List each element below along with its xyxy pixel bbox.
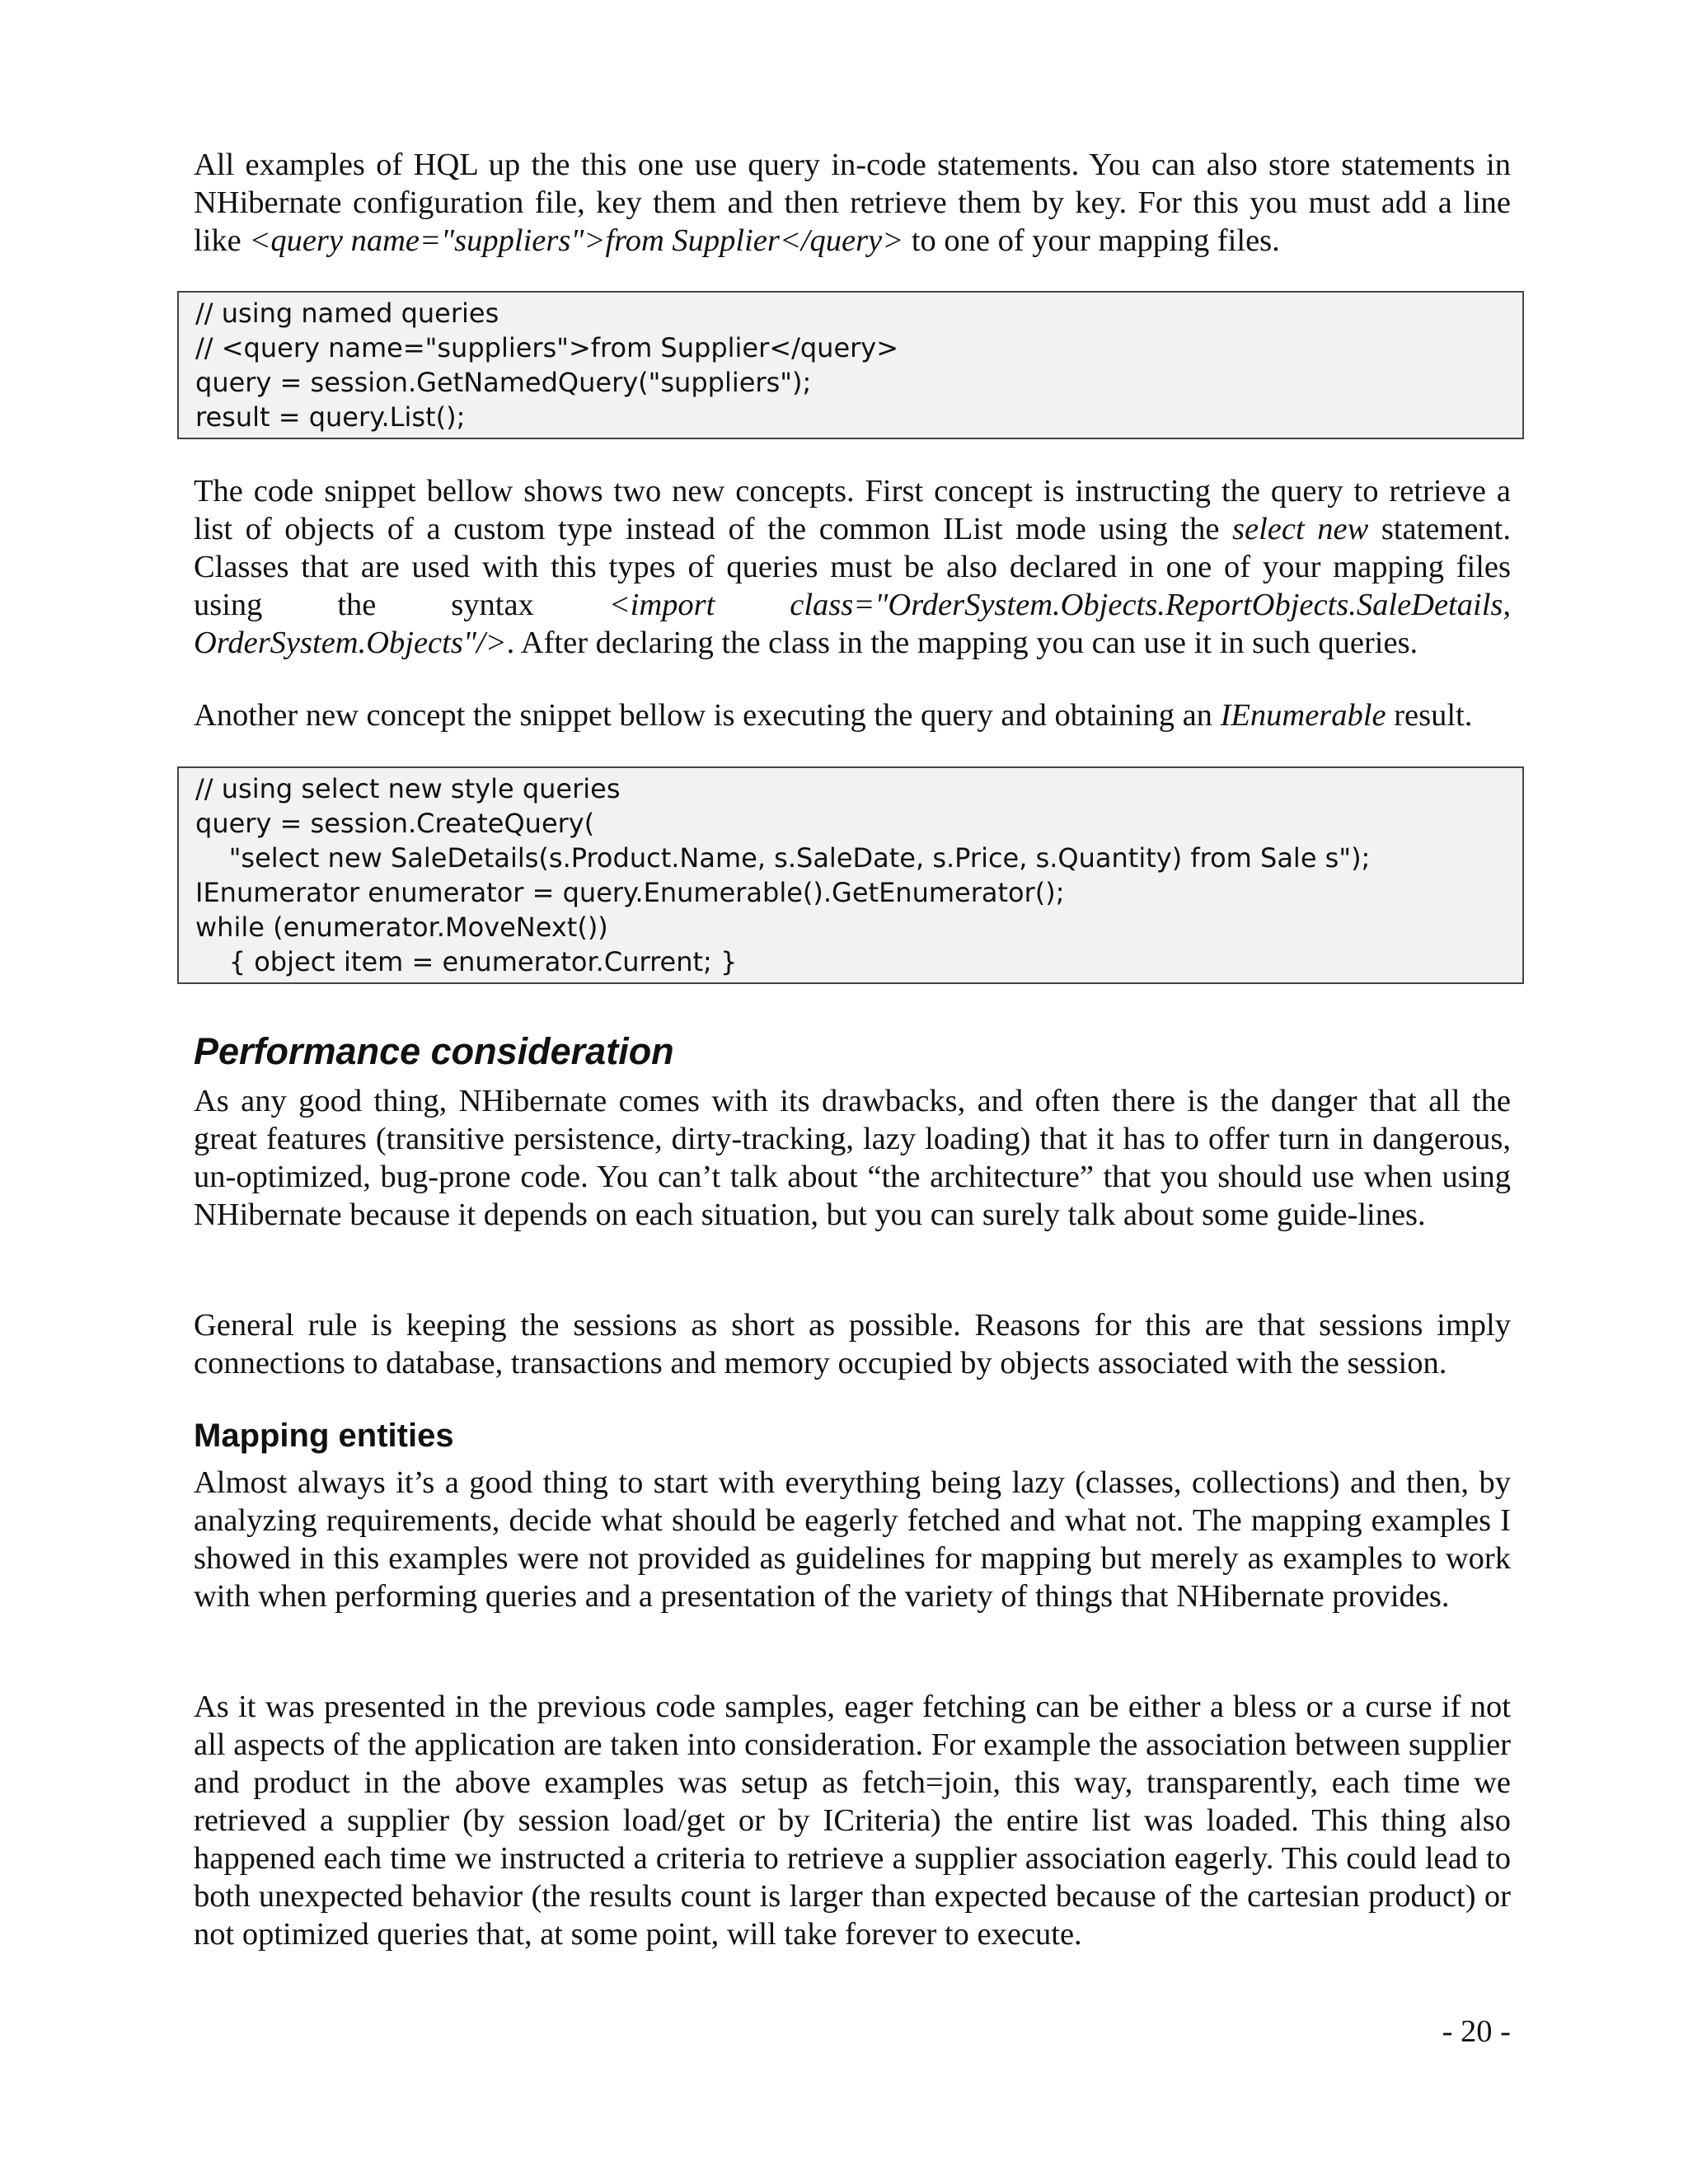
- code-line: query = session.CreateQuery(: [195, 808, 595, 839]
- text-run: to one of your mapping files.: [903, 223, 1280, 258]
- paragraph-named-queries-intro: [194, 146, 1511, 260]
- code-block-select-new: [177, 766, 1524, 984]
- page-number: - 20 -: [1442, 2014, 1511, 2049]
- text-run: Another new concept the snippet bellow is executing the query and obtaining an: [194, 698, 1221, 733]
- paragraph-ienumerable: [194, 696, 1511, 734]
- text-run: statement. Classes that are used with this types of queries must be also declared in one of your mapping files using the syntax: [194, 512, 1511, 622]
- text-run: . After declaring the class in the mapping you can use it in such queries.: [506, 626, 1418, 660]
- code-line: "select new SaleDetails(s.Product.Name, s.SaleDate, s.Price, s.Quantity) from Sale s");: [195, 842, 1371, 874]
- text-run: result.: [1386, 698, 1473, 733]
- paragraph-select-new: [194, 472, 1511, 662]
- code-line: IEnumerator enumerator = query.Enumerable().GetEnumerator();: [195, 877, 1065, 908]
- heading-performance-consideration: Performance consideration: [194, 1030, 674, 1072]
- code-line: // <query name="suppliers">from Supplier</query>: [195, 332, 899, 363]
- code-line: while (enumerator.MoveNext()): [195, 912, 608, 943]
- code-block-named-queries: [177, 291, 1524, 439]
- paragraph-general-rule: General rule is keeping the sessions as short as possible. Reasons for this are that sessions imply connections to database, transactions and memory occupied by objects associated with the session.: [194, 1308, 1511, 1380]
- code-line: // using named queries: [195, 298, 499, 329]
- inline-code-italic: <query name="suppliers">from Supplier</query>: [249, 223, 904, 258]
- code-line: { object item = enumerator.Current; }: [195, 946, 738, 977]
- paragraph-lazy-mapping: Almost always it’s a good thing to start with everything being lazy (classes, collections) and then, by analyzing requirements, decide what should be eagerly fetched and what not. The mapping examples I showed in this examples were not provided as guidelines for mapping but merely as examples to work with when performing queries and a presentation of the variety of things that NHibernate provides.: [194, 1465, 1511, 1614]
- paragraph-eager-fetching: As it was presented in the previous code samples, eager fetching can be either a bless or a curse if not all aspects of the application are taken into consideration. For example the association between supplier and product in the above examples was setup as fetch=join, this way, transparently, each time we retrieved a supplier (by session load/get or by ICriteria) the entire list was loaded. This thing also happened each time we instructed a criteria to retrieve a supplier association eagerly. This could lead to both unexpected behavior (the results count is larger than expected because of the cartesian product) or not optimized queries that, at some point, will take forever to execute.: [194, 1690, 1511, 1952]
- heading-mapping-entities: Mapping entities: [194, 1418, 454, 1454]
- paragraph-drawbacks: As any good thing, NHibernate comes with its drawbacks, and often there is the danger that all the great features (transitive persistence, dirty-tracking, lazy loading) that it has to offer turn in dangerous, un-optimized, bug-prone code. You can’t talk about “the architecture” that you should use when using NHibernate because it depends on each situation, but you can surely talk about some guide-lines.: [194, 1084, 1511, 1232]
- code-line: query = session.GetNamedQuery("suppliers");: [195, 367, 812, 398]
- text-run: All examples of HQL up the this one use query in-code statements. You can also store statements in NHibernate configuration file, key them and then retrieve them by key. For this you must add a line like: [194, 148, 1511, 258]
- code-line: result = query.List();: [195, 401, 466, 433]
- inline-italic: IEnumerable: [1220, 698, 1386, 733]
- text-run: The code snippet bellow shows two new concepts. First concept is instructing the query to retrieve a list of objects of a custom type instead of the common IList mode using the: [194, 474, 1511, 546]
- inline-code-italic: <import class="OrderSystem.Objects.ReportObjects.SaleDetails, OrderSystem.Objects"/>: [194, 588, 1511, 660]
- code-line: // using select new style queries: [195, 773, 621, 804]
- inline-italic: select new: [1232, 512, 1369, 546]
